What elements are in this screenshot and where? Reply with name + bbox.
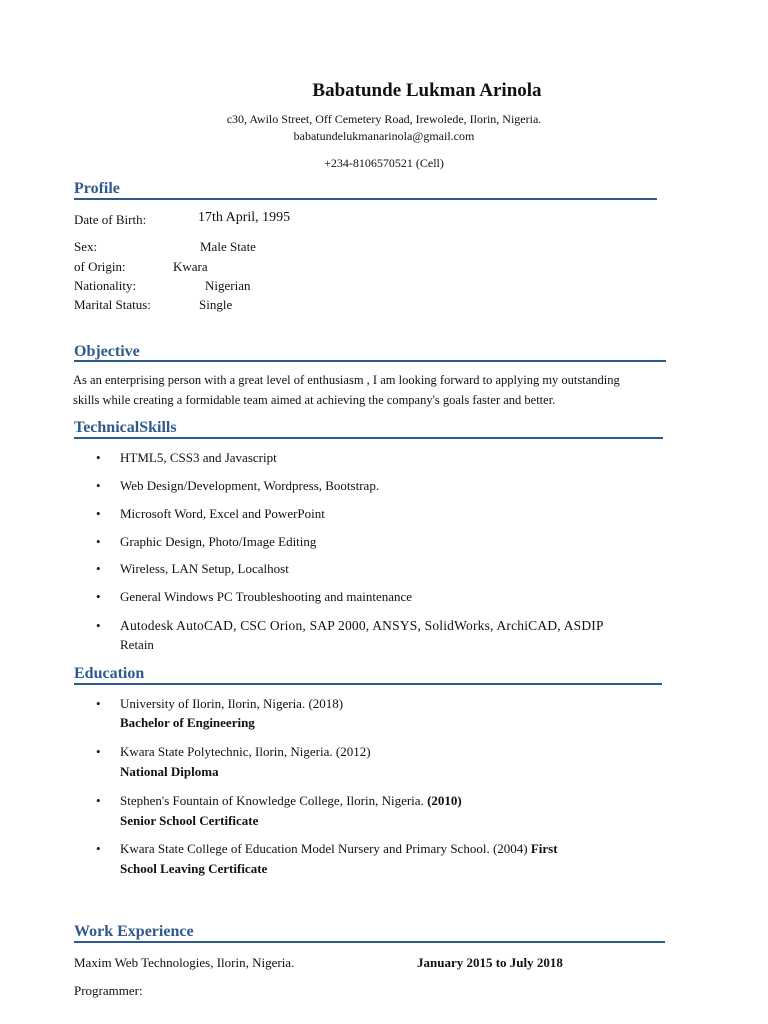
skill-text: Web Design/Development, Wordpress, Bootstrap. xyxy=(120,478,380,493)
bullet-icon: • xyxy=(96,506,101,521)
work-role: Programmer: xyxy=(74,983,143,998)
education-degree: School Leaving Certificate xyxy=(120,861,268,876)
bullet-icon: • xyxy=(96,618,101,633)
work-dates: January 2015 to July 2018 xyxy=(417,955,563,970)
address-line: c30, Awilo Street, Off Cemetery Road, Irewolede, Ilorin, Nigeria. xyxy=(226,112,542,126)
objective-heading: Objective xyxy=(74,343,140,360)
origin-label: of Origin: xyxy=(74,259,126,274)
dob-label: Date of Birth: xyxy=(74,212,147,227)
education-school-wrap xyxy=(120,793,462,809)
work-rule xyxy=(74,941,665,943)
nationality-label: Nationality: xyxy=(74,278,137,293)
bullet-icon: • xyxy=(96,450,101,465)
bullet-icon: • xyxy=(96,478,101,493)
marital-label: Marital Status: xyxy=(74,297,151,312)
work-heading: Work Experience xyxy=(74,923,194,940)
dob-value: 17th April, 1995 xyxy=(198,210,291,225)
bullet-icon: • xyxy=(96,589,101,604)
objective-line-2: skills while creating a formidable team aimed at achieving the company's goals faster and better. xyxy=(73,393,556,407)
education-school-wrap xyxy=(120,841,558,857)
skill-text: Wireless, LAN Setup, Localhost xyxy=(120,561,289,576)
education-heading: Education xyxy=(74,665,145,682)
profile-rule xyxy=(74,198,657,200)
education-school: University of Ilorin, Ilorin, Nigeria. (2018) xyxy=(120,696,344,711)
education-school: Kwara State Polytechnic, Ilorin, Nigeria. (2012) xyxy=(120,744,371,759)
bullet-icon: • xyxy=(96,696,101,711)
education-rule xyxy=(74,683,662,685)
education-degree: Bachelor of Engineering xyxy=(120,715,255,730)
skills-rule xyxy=(74,437,663,439)
skill-text: HTML5, CSS3 and Javascript xyxy=(120,450,277,465)
skills-heading: TechnicalSkills xyxy=(74,419,177,436)
bullet-icon: • xyxy=(96,793,101,808)
education-degree: National Diploma xyxy=(120,764,219,779)
skill-text: Graphic Design, Photo/Image Editing xyxy=(120,534,317,549)
email-line: babatundelukmanarinola@gmail.com xyxy=(293,129,475,143)
origin-value: Kwara xyxy=(173,259,208,274)
education-school: Stephen's Fountain of Knowledge College, Ilorin, Nigeria. xyxy=(120,793,424,808)
bullet-icon: • xyxy=(96,561,101,576)
education-degree: Senior School Certificate xyxy=(120,813,259,828)
education-school: Kwara State College of Education Model Nursery and Primary School. (2004) xyxy=(120,841,528,856)
applicant-name: Babatunde Lukman Arinola xyxy=(312,80,542,101)
phone-line: +234-8106570521 (Cell) xyxy=(324,156,444,170)
education-year: (2010) xyxy=(427,793,462,808)
work-company: Maxim Web Technologies, Ilorin, Nigeria. xyxy=(74,955,295,970)
sex-label: Sex: xyxy=(74,239,98,254)
bullet-icon: • xyxy=(96,534,101,549)
education-degree-start: First xyxy=(530,841,558,856)
marital-value: Single xyxy=(199,297,233,312)
bullet-icon: • xyxy=(96,744,101,759)
skill-text: Autodesk AutoCAD, CSC Orion, SAP 2000, ANSYS, SolidWorks, ArchiCAD, ASDIP xyxy=(120,618,604,633)
nationality-value: Nigerian xyxy=(205,278,251,293)
skill-text: Microsoft Word, Excel and PowerPoint xyxy=(120,506,325,521)
profile-heading: Profile xyxy=(74,180,120,197)
skill-continued: Retain xyxy=(120,637,154,652)
objective-line-1: As an enterprising person with a great level of enthusiasm , I am looking forward to applying my outstanding xyxy=(73,373,620,387)
skill-text: General Windows PC Troubleshooting and maintenance xyxy=(120,589,413,604)
bullet-icon: • xyxy=(96,841,101,856)
sex-value: Male State xyxy=(200,239,256,254)
objective-rule xyxy=(74,360,666,362)
